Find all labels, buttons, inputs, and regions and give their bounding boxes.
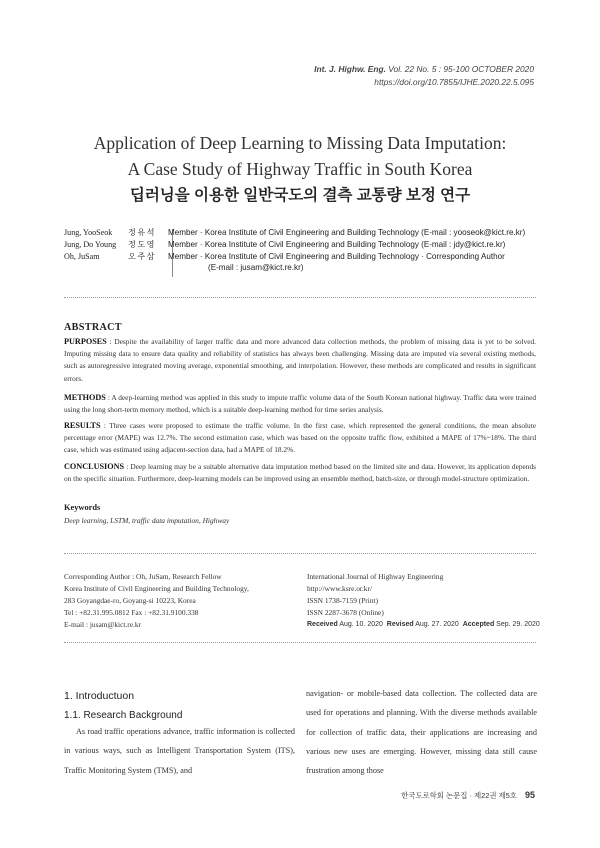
results-text: : Three cases were proposed to estimate the traffic volume. In the first case, which represented the general conditions, the mean absolute percentage error (MAPE) was 12.7%. The second estimation case, which was based on the opposite traffic flow, exhibited a MAPE of 17%~18%. The third case, which was estimated using adjacent-section data, had a MAPE of 18.2%. <box>64 421 536 455</box>
accepted-label: Accepted <box>462 621 495 628</box>
author-name: Jung, Do Young <box>64 239 117 249</box>
revised-date: Aug. 27. 2020 <box>415 621 459 628</box>
conclusions-text: : Deep learning may be a suitable alternative data imputation method based on the limited site and data. However, its application depends on the specific situation. Furthermore, deep-learning models can be improved using an ensemble method, batch-size, or through model-structure optimization. <box>64 462 536 484</box>
author-name-korean: 오주삼 <box>128 251 156 261</box>
author-name: Jung, YooSeok <box>64 228 113 237</box>
received-label: Received <box>307 621 338 628</box>
doi-link[interactable]: https://doi.org/10.7855/IJHE.2020.22.5.095 <box>374 76 534 87</box>
received-date: Aug. 10. 2020 <box>339 621 383 628</box>
journal-name: Int. J. Highw. Eng. <box>314 64 386 74</box>
title-line-2: A Case Study of Highway Traffic in South Korea <box>127 159 473 179</box>
author-affiliation: Member · Korea Institute of Civil Engineering and Building Technology (E-mail : jdy@kict.re.kr) <box>168 239 506 249</box>
corresponding-author-block <box>64 571 249 631</box>
author-row <box>64 251 544 263</box>
author-email: (E-mail : jusam@kict.re.kr) <box>208 263 304 273</box>
purposes-label: PURPOSES <box>64 337 107 346</box>
footer-journal: 한국도로학회 논문집 · 제22권 제5호 <box>401 791 517 800</box>
revised-label: Revised <box>386 621 414 628</box>
publication-info-block <box>307 571 540 631</box>
corr-line: Tel : +82.31.995.0812 Fax : +82.31.9100.338 <box>64 608 199 617</box>
body-paragraph: navigation- or mobile-based data collection. The collected data are used for operations and planning. With the diverse methods available for collection of traffic data, their applications are increasing and various new uses are emerging. However, missing data still cause frustration among those <box>306 689 537 776</box>
conclusions-label: CONCLUSIONS <box>64 462 125 471</box>
author-row <box>64 239 544 251</box>
corr-line: Korea Institute of Civil Engineering and Building Technology, <box>64 584 249 593</box>
abstract-methods <box>64 392 536 416</box>
purposes-text: : Despite the availability of larger traffic data and more advanced data collection methods, the problem of missing data is yet to be solved. Imputing missing data to ensure data quality and reliability of statistics has always been challenging. Missing data are imputed via several existing methods, such as autoregressive integrated moving average, exponential smoothing, and interpolation. However, these methods are complicated and results in significant errors. <box>64 337 536 383</box>
divider-bottom <box>64 642 536 643</box>
divider-middle <box>64 553 536 554</box>
page-footer <box>401 790 535 801</box>
title-korean: 딥러닝을 이용한 일반국도의 결측 교통량 보정 연구 <box>129 187 471 204</box>
author-list <box>64 227 544 274</box>
journal-header <box>314 63 534 88</box>
corr-email[interactable]: E-mail : jusam@kict.re.kr <box>64 620 141 629</box>
abstract-conclusions <box>64 461 536 485</box>
pub-line: ISSN 2287-3678 (Online) <box>307 608 384 617</box>
title-line-1: Application of Deep Learning to Missing Data Imputation: <box>93 133 507 153</box>
volume-info: Vol. 22 No. 5 : 95-100 OCTOBER 2020 <box>388 64 534 74</box>
author-row <box>64 227 544 239</box>
abstract-results <box>64 420 536 457</box>
body-paragraph: As road traffic operations advance, traffic information is collected in various ways, such as Intelligent Transportation System (ITS), Traffic Monitoring System (TMS), and <box>64 727 295 775</box>
page-number: 95 <box>524 790 535 800</box>
pub-url[interactable]: http://www.ksre.or.kr/ <box>307 584 373 593</box>
author-name-korean: 정도영 <box>128 239 156 249</box>
author-affiliation: Member · Korea Institute of Civil Engineering and Building Technology (E-mail : yooseok@kict.re.kr) <box>168 228 526 237</box>
methods-label: METHODS <box>64 393 106 402</box>
accepted-date: Sep. 29. 2020 <box>496 621 540 628</box>
methods-text: : A deep-learning method was applied in this study to impute traffic volume data of the South Korean national highway. Traffic data were trained using the long short-term memory method, which is a suitable deep-learning method for time series analysis. <box>64 393 536 415</box>
pub-line: International Journal of Highway Engineering <box>307 572 444 581</box>
pub-line: ISSN 1738-7159 (Print) <box>307 596 379 605</box>
section-heading: 1. Introductuon <box>64 690 135 702</box>
divider-top <box>64 297 536 298</box>
body-right-column <box>306 684 537 780</box>
publication-dates <box>307 619 540 631</box>
author-name: Oh, JuSam <box>64 251 100 261</box>
abstract-purposes <box>64 336 536 385</box>
corr-line: Corresponding Author : Oh, JuSam, Research Fellow <box>64 572 222 581</box>
keywords-list: Deep learning, LSTM, traffic data imputation, Highway <box>64 516 230 525</box>
author-name-korean: 정유석 <box>128 228 156 237</box>
abstract-heading: ABSTRACT <box>64 322 122 333</box>
author-affiliation: Member · Korea Institute of Civil Engineering and Building Technology · Corresponding Author <box>168 251 505 261</box>
body-left-column <box>64 722 295 780</box>
results-label: RESULTS <box>64 421 101 430</box>
subsection-heading: 1.1. Research Background <box>64 710 183 721</box>
corr-line: 283 Goyangdae-ro, Goyang-si 10223, Korea <box>64 596 196 605</box>
author-row <box>64 262 544 274</box>
keywords-heading: Keywords <box>64 503 101 512</box>
